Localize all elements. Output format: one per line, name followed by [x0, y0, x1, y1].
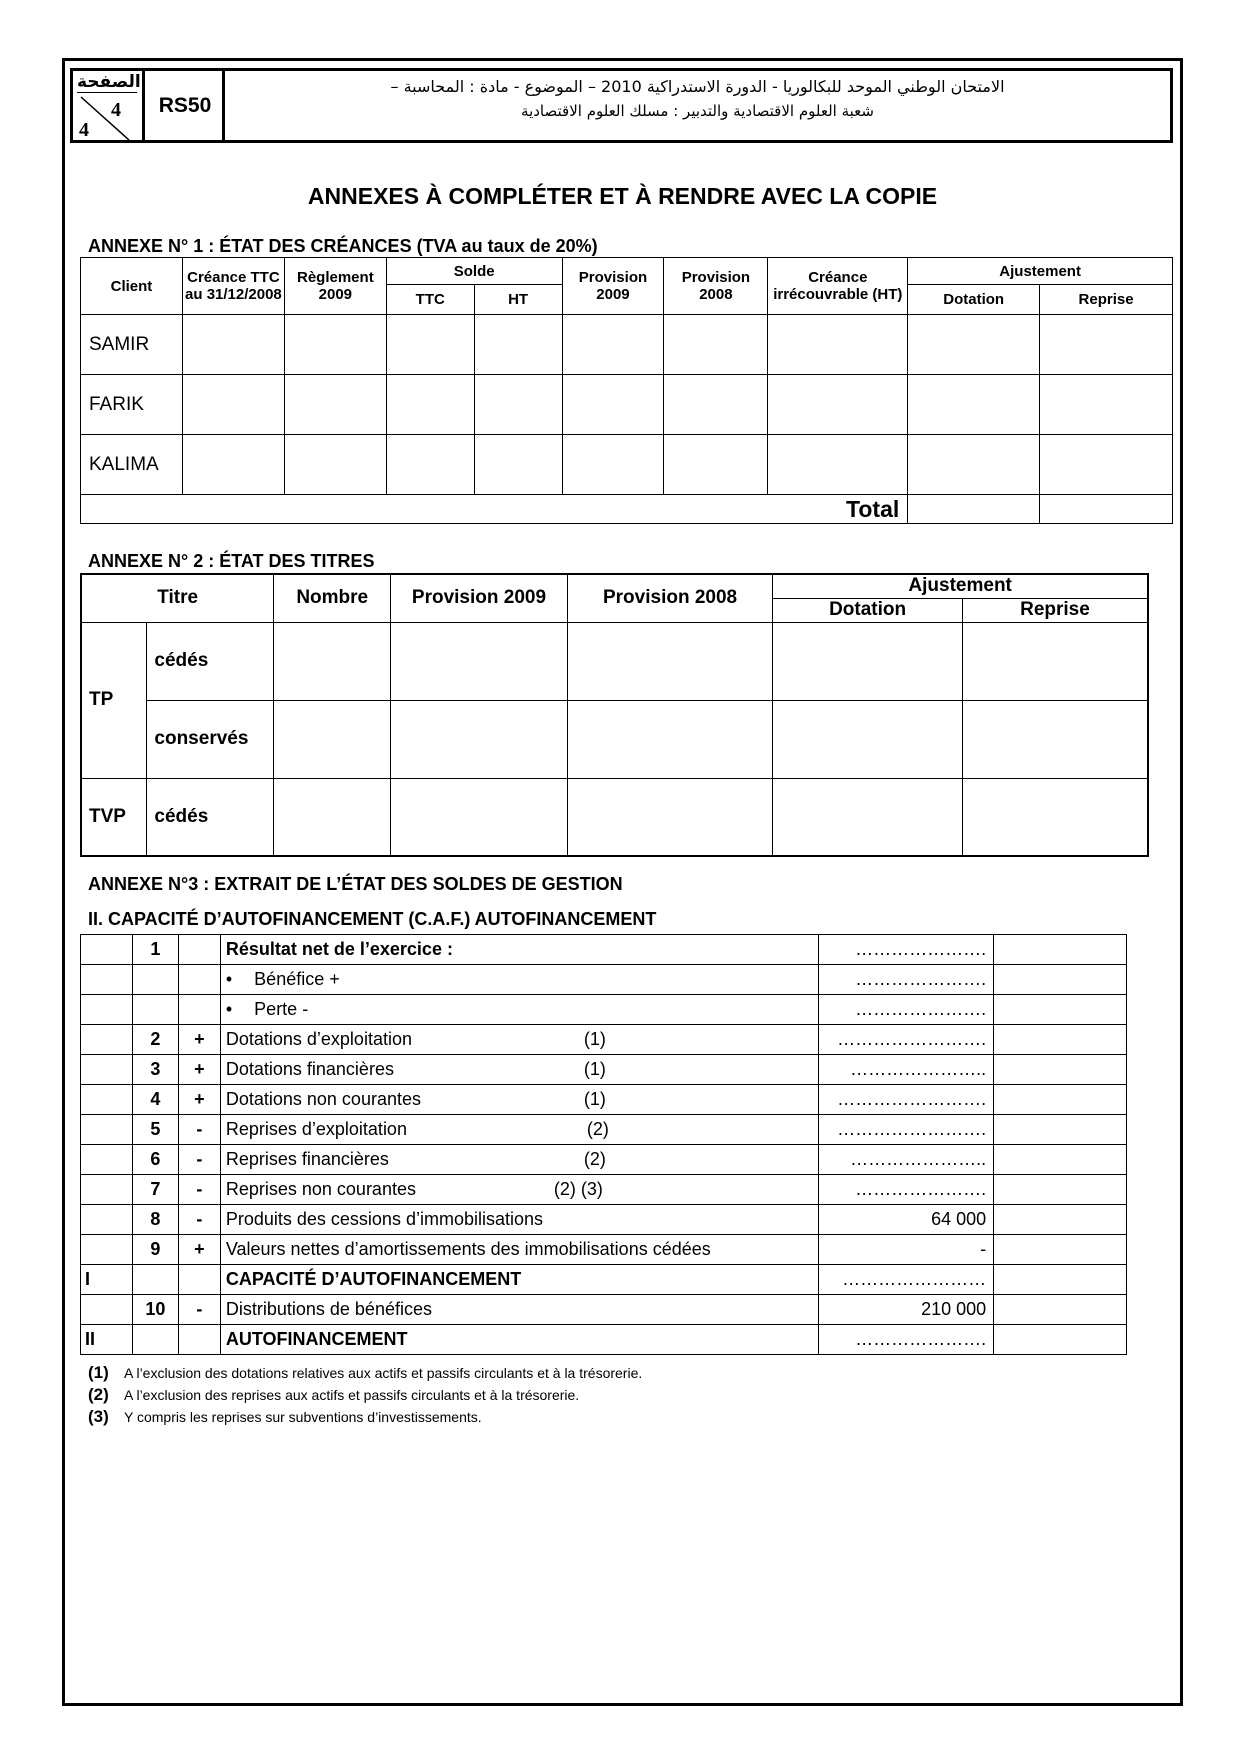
- exam-titles: [233, 71, 1162, 140]
- extra-cell[interactable]: [994, 935, 1127, 965]
- roman-numeral: [81, 1025, 133, 1055]
- amount-cell[interactable]: 210 000: [819, 1295, 994, 1325]
- header-nombre: Nombre: [274, 574, 391, 622]
- table-row: [81, 435, 1173, 495]
- row-label: [220, 1325, 818, 1355]
- footnote-text: A l’exclusion des reprises aux actifs et passifs circulants et à la trésorerie.: [124, 1387, 580, 1403]
- row-number: 5: [132, 1115, 178, 1145]
- table-row: [81, 622, 1148, 700]
- amount-cell[interactable]: ………………….: [819, 935, 994, 965]
- input-cell[interactable]: [474, 435, 562, 495]
- extra-cell[interactable]: [994, 995, 1127, 1025]
- row-label-text: AUTOFINANCEMENT: [225, 1329, 408, 1349]
- row-label: [220, 1115, 818, 1145]
- footnote-ref: (2): [583, 1149, 606, 1169]
- page-label: الصفحة: [77, 72, 141, 92]
- input-cell[interactable]: [386, 375, 474, 435]
- table-row: [81, 1145, 1127, 1175]
- tvp-label: TVP: [81, 778, 147, 856]
- input-cell[interactable]: [962, 622, 1148, 700]
- row-sign: [178, 1265, 220, 1295]
- header-provision-2008: Provision 2008: [567, 574, 773, 622]
- row-label: [220, 935, 818, 965]
- annexe1-title: ANNEXE N° 1 : ÉTAT DES CRÉANCES (TVA au taux de 20%): [88, 236, 598, 256]
- input-cell[interactable]: [274, 778, 391, 856]
- input-cell[interactable]: [386, 315, 474, 375]
- input-cell[interactable]: [664, 435, 768, 495]
- input-cell[interactable]: [562, 375, 664, 435]
- input-cell[interactable]: [562, 435, 664, 495]
- header-provision-2008: Provision 2008: [664, 258, 768, 315]
- input-cell[interactable]: [1040, 375, 1173, 435]
- exam-title-line1: الامتحان الوطني الموحد للبكالوريا - الدورة الاستدراكية 2010 – الموضوع - مادة : المحاسبة –: [390, 77, 1005, 96]
- row-number: 8: [132, 1205, 178, 1235]
- amount-cell[interactable]: ………………….: [819, 1325, 994, 1355]
- table-row: [81, 1055, 1127, 1085]
- input-cell[interactable]: [773, 778, 963, 856]
- row-sign: -: [178, 1205, 220, 1235]
- header-client: Client: [81, 258, 183, 315]
- row-sign: -: [178, 1115, 220, 1145]
- footnote-ref: (2) (3): [553, 1179, 603, 1199]
- exam-title-line2: شعبة العلوم الاقتصادية والتدبير : مسلك العلوم الاقتصادية: [521, 102, 874, 120]
- row-label-text: Valeurs nettes d’amortissements des immobilisations cédées: [225, 1239, 711, 1259]
- table-row: [81, 1265, 1127, 1295]
- row-sign: [178, 995, 220, 1025]
- row-number: [132, 995, 178, 1025]
- input-cell[interactable]: [773, 622, 963, 700]
- extra-cell[interactable]: [994, 1325, 1127, 1355]
- row-label: [220, 1205, 818, 1235]
- page-total: 4: [79, 119, 89, 141]
- roman-numeral: [81, 1235, 133, 1265]
- row-label: [220, 1025, 818, 1055]
- header-reprise: Reprise: [1040, 285, 1173, 315]
- extra-cell[interactable]: [994, 1055, 1127, 1085]
- annexe3-table: [80, 934, 1127, 1355]
- table-row: [81, 1175, 1127, 1205]
- row-number: 10: [132, 1295, 178, 1325]
- row-label-text: CAPACITÉ D’AUTOFINANCEMENT: [225, 1269, 522, 1289]
- input-cell[interactable]: [386, 435, 474, 495]
- header-irrecouvrable: Créance irrécouvrable (HT): [768, 258, 908, 315]
- input-cell[interactable]: [664, 375, 768, 435]
- header-ajustement: Ajustement: [773, 574, 1148, 598]
- row-label: [220, 965, 818, 995]
- client-name: SAMIR: [81, 315, 183, 375]
- table-row: [81, 995, 1127, 1025]
- extra-cell[interactable]: [994, 1025, 1127, 1055]
- input-cell[interactable]: [567, 700, 773, 778]
- footnote-text: Y compris les reprises sur subventions d’investissements.: [124, 1409, 482, 1425]
- input-cell[interactable]: [567, 622, 773, 700]
- row-sign: [178, 965, 220, 995]
- table-row: [81, 1205, 1127, 1235]
- amount-cell[interactable]: ……………………: [819, 1265, 994, 1295]
- input-cell[interactable]: [284, 315, 386, 375]
- extra-cell[interactable]: [994, 1295, 1127, 1325]
- row-label: [220, 1055, 818, 1085]
- amount-cell[interactable]: ………………….: [819, 995, 994, 1025]
- table-row: [81, 778, 1148, 856]
- amount-cell[interactable]: …………………….: [819, 1025, 994, 1055]
- row-sign: +: [178, 1055, 220, 1085]
- row-label: [220, 995, 818, 1025]
- row-label-text: Bénéfice +: [254, 969, 340, 989]
- row-label-text: Reprises d’exploitation: [225, 1119, 407, 1139]
- roman-numeral: [81, 935, 133, 965]
- table-row: [81, 935, 1127, 965]
- row-sign: +: [178, 1025, 220, 1055]
- amount-cell[interactable]: …………………..: [819, 1145, 994, 1175]
- roman-numeral: [81, 1085, 133, 1115]
- client-name: FARIK: [81, 375, 183, 435]
- amount-cell[interactable]: ………………….: [819, 1175, 994, 1205]
- input-cell[interactable]: [768, 375, 908, 435]
- input-cell[interactable]: [773, 700, 963, 778]
- row-sign: [178, 935, 220, 965]
- row-number: 2: [132, 1025, 178, 1055]
- roman-numeral: [81, 1205, 133, 1235]
- bullet-icon: •: [225, 999, 233, 1019]
- row-label-text: Dotations financières: [225, 1059, 394, 1079]
- row-number: 1: [132, 935, 178, 965]
- roman-numeral: [81, 1055, 133, 1085]
- amount-cell[interactable]: -: [819, 1235, 994, 1265]
- row-label-text: Dotations d’exploitation: [225, 1029, 412, 1049]
- roman-numeral: [81, 995, 133, 1025]
- footnote-mark: (3): [88, 1407, 109, 1426]
- extra-cell[interactable]: [994, 1235, 1127, 1265]
- input-cell[interactable]: [962, 700, 1148, 778]
- page-number: 4: [111, 99, 121, 121]
- input-cell[interactable]: [768, 315, 908, 375]
- roman-numeral: [81, 1175, 133, 1205]
- roman-numeral: [81, 1115, 133, 1145]
- table-row: [81, 1115, 1127, 1145]
- page-number-box: [73, 71, 145, 140]
- table-row: [81, 965, 1127, 995]
- row-label-text: Produits des cessions d’immobilisations: [225, 1209, 543, 1229]
- row-number: 4: [132, 1085, 178, 1115]
- footnote: [88, 1362, 642, 1384]
- footnote-mark: (2): [88, 1385, 109, 1404]
- roman-numeral: [81, 1145, 133, 1175]
- header-reprise: Reprise: [962, 598, 1148, 622]
- row-label: [220, 1235, 818, 1265]
- row-label-text: Reprises non courantes: [225, 1179, 416, 1199]
- footnote: [88, 1384, 642, 1406]
- header-reglement: Règlement 2009: [284, 258, 386, 315]
- footnote-ref: (1): [583, 1089, 606, 1109]
- extra-cell[interactable]: [994, 1115, 1127, 1145]
- row-sign: -: [178, 1175, 220, 1205]
- row-sign: -: [178, 1295, 220, 1325]
- conserves-label: conservés: [147, 700, 274, 778]
- footnote-text: A l’exclusion des dotations relatives aux actifs et passifs circulants et à la trésorerie.: [124, 1365, 643, 1381]
- input-cell[interactable]: [567, 778, 773, 856]
- row-sign: -: [178, 1145, 220, 1175]
- row-label-text: Perte -: [254, 999, 309, 1019]
- input-cell[interactable]: [1040, 315, 1173, 375]
- bullet-icon: •: [225, 969, 233, 989]
- row-label: [220, 1295, 818, 1325]
- header-dotation: Dotation: [773, 598, 963, 622]
- input-cell[interactable]: [284, 435, 386, 495]
- input-cell[interactable]: [391, 700, 568, 778]
- roman-numeral: I: [81, 1265, 133, 1295]
- footnote-ref: (1): [583, 1059, 606, 1079]
- annexe3-title: ANNEXE N°3 : EXTRAIT DE L’ÉTAT DES SOLDES DE GESTION: [88, 874, 623, 894]
- exam-header: [70, 68, 1173, 143]
- roman-numeral: II: [81, 1325, 133, 1355]
- input-cell[interactable]: [908, 315, 1040, 375]
- amount-cell[interactable]: 64 000: [819, 1205, 994, 1235]
- row-label-text: Distributions de bénéfices: [225, 1299, 432, 1319]
- row-number: [132, 1325, 178, 1355]
- input-cell[interactable]: [274, 622, 391, 700]
- input-cell[interactable]: [182, 435, 284, 495]
- extra-cell[interactable]: [994, 1085, 1127, 1115]
- main-title: ANNEXES À COMPLÉTER ET À RENDRE AVEC LA COPIE: [307, 183, 938, 209]
- row-sign: [178, 1325, 220, 1355]
- header-ht: HT: [474, 285, 562, 315]
- cedes-label: cédés: [147, 622, 274, 700]
- input-cell[interactable]: [391, 778, 568, 856]
- annexe2-title: ANNEXE N° 2 : ÉTAT DES TITRES: [88, 551, 375, 571]
- annexe3-subtitle: II. CAPACITÉ D’AUTOFINANCEMENT (C.A.F.) AUTOFINANCEMENT: [88, 909, 657, 929]
- input-cell[interactable]: [182, 315, 284, 375]
- total-label: Total: [81, 495, 908, 524]
- header-ajustement: Ajustement: [908, 258, 1173, 285]
- table-row: [81, 375, 1173, 435]
- input-cell[interactable]: [274, 700, 391, 778]
- table-row: [81, 1085, 1127, 1115]
- extra-cell[interactable]: [994, 1145, 1127, 1175]
- row-label-text: Dotations non courantes: [225, 1089, 421, 1109]
- input-cell[interactable]: [474, 375, 562, 435]
- exam-code: RS50: [148, 71, 225, 140]
- footnote-ref: (2): [586, 1119, 609, 1139]
- table-row: [81, 1235, 1127, 1265]
- row-label-text: Résultat net de l’exercice :: [225, 939, 453, 959]
- roman-numeral: [81, 965, 133, 995]
- footnote-ref: (1): [583, 1029, 606, 1049]
- input-cell[interactable]: [908, 375, 1040, 435]
- header-creance-ttc: Créance TTC au 31/12/2008: [182, 258, 284, 315]
- total-row: [81, 495, 1173, 524]
- footnote-mark: (1): [88, 1363, 109, 1382]
- row-label: [220, 1265, 818, 1295]
- header-solde: Solde: [386, 258, 562, 285]
- row-number: [132, 965, 178, 995]
- row-sign: +: [178, 1235, 220, 1265]
- extra-cell[interactable]: [994, 1205, 1127, 1235]
- header-ttc: TTC: [386, 285, 474, 315]
- footnotes: [88, 1362, 642, 1428]
- row-label: [220, 1145, 818, 1175]
- row-number: 9: [132, 1235, 178, 1265]
- cedes-label: cédés: [147, 778, 274, 856]
- input-cell[interactable]: [962, 778, 1148, 856]
- input-cell[interactable]: [1040, 435, 1173, 495]
- total-reprise-cell[interactable]: [1040, 495, 1173, 524]
- table-row: [81, 315, 1173, 375]
- annexe1-table: [80, 257, 1173, 524]
- header-provision-2009: Provision 2009: [562, 258, 664, 315]
- table-row: [81, 700, 1148, 778]
- input-cell[interactable]: [182, 375, 284, 435]
- input-cell[interactable]: [562, 315, 664, 375]
- table-row: [81, 1025, 1127, 1055]
- client-name: KALIMA: [81, 435, 183, 495]
- input-cell[interactable]: [664, 315, 768, 375]
- input-cell[interactable]: [768, 435, 908, 495]
- amount-cell[interactable]: …………………….: [819, 1085, 994, 1115]
- roman-numeral: [81, 1295, 133, 1325]
- row-number: [132, 1265, 178, 1295]
- row-number: 7: [132, 1175, 178, 1205]
- table-row: [81, 1295, 1127, 1325]
- amount-cell[interactable]: …………………….: [819, 1115, 994, 1145]
- input-cell[interactable]: [391, 622, 568, 700]
- row-number: 3: [132, 1055, 178, 1085]
- extra-cell[interactable]: [994, 1265, 1127, 1295]
- amount-cell[interactable]: ………………….: [819, 965, 994, 995]
- total-dotation-cell[interactable]: [908, 495, 1040, 524]
- extra-cell[interactable]: [994, 965, 1127, 995]
- row-number: 6: [132, 1145, 178, 1175]
- row-sign: +: [178, 1085, 220, 1115]
- annexe2-table: [80, 573, 1149, 857]
- row-label: [220, 1175, 818, 1205]
- row-label-text: Reprises financières: [225, 1149, 389, 1169]
- header-titre: Titre: [81, 574, 274, 622]
- extra-cell[interactable]: [994, 1175, 1127, 1205]
- row-label: [220, 1085, 818, 1115]
- amount-cell[interactable]: …………………..: [819, 1055, 994, 1085]
- header-dotation: Dotation: [908, 285, 1040, 315]
- input-cell[interactable]: [474, 315, 562, 375]
- input-cell[interactable]: [908, 435, 1040, 495]
- tp-label: TP: [81, 622, 147, 778]
- footnote: [88, 1406, 642, 1428]
- header-provision-2009: Provision 2009: [391, 574, 568, 622]
- input-cell[interactable]: [284, 375, 386, 435]
- table-row: [81, 1325, 1127, 1355]
